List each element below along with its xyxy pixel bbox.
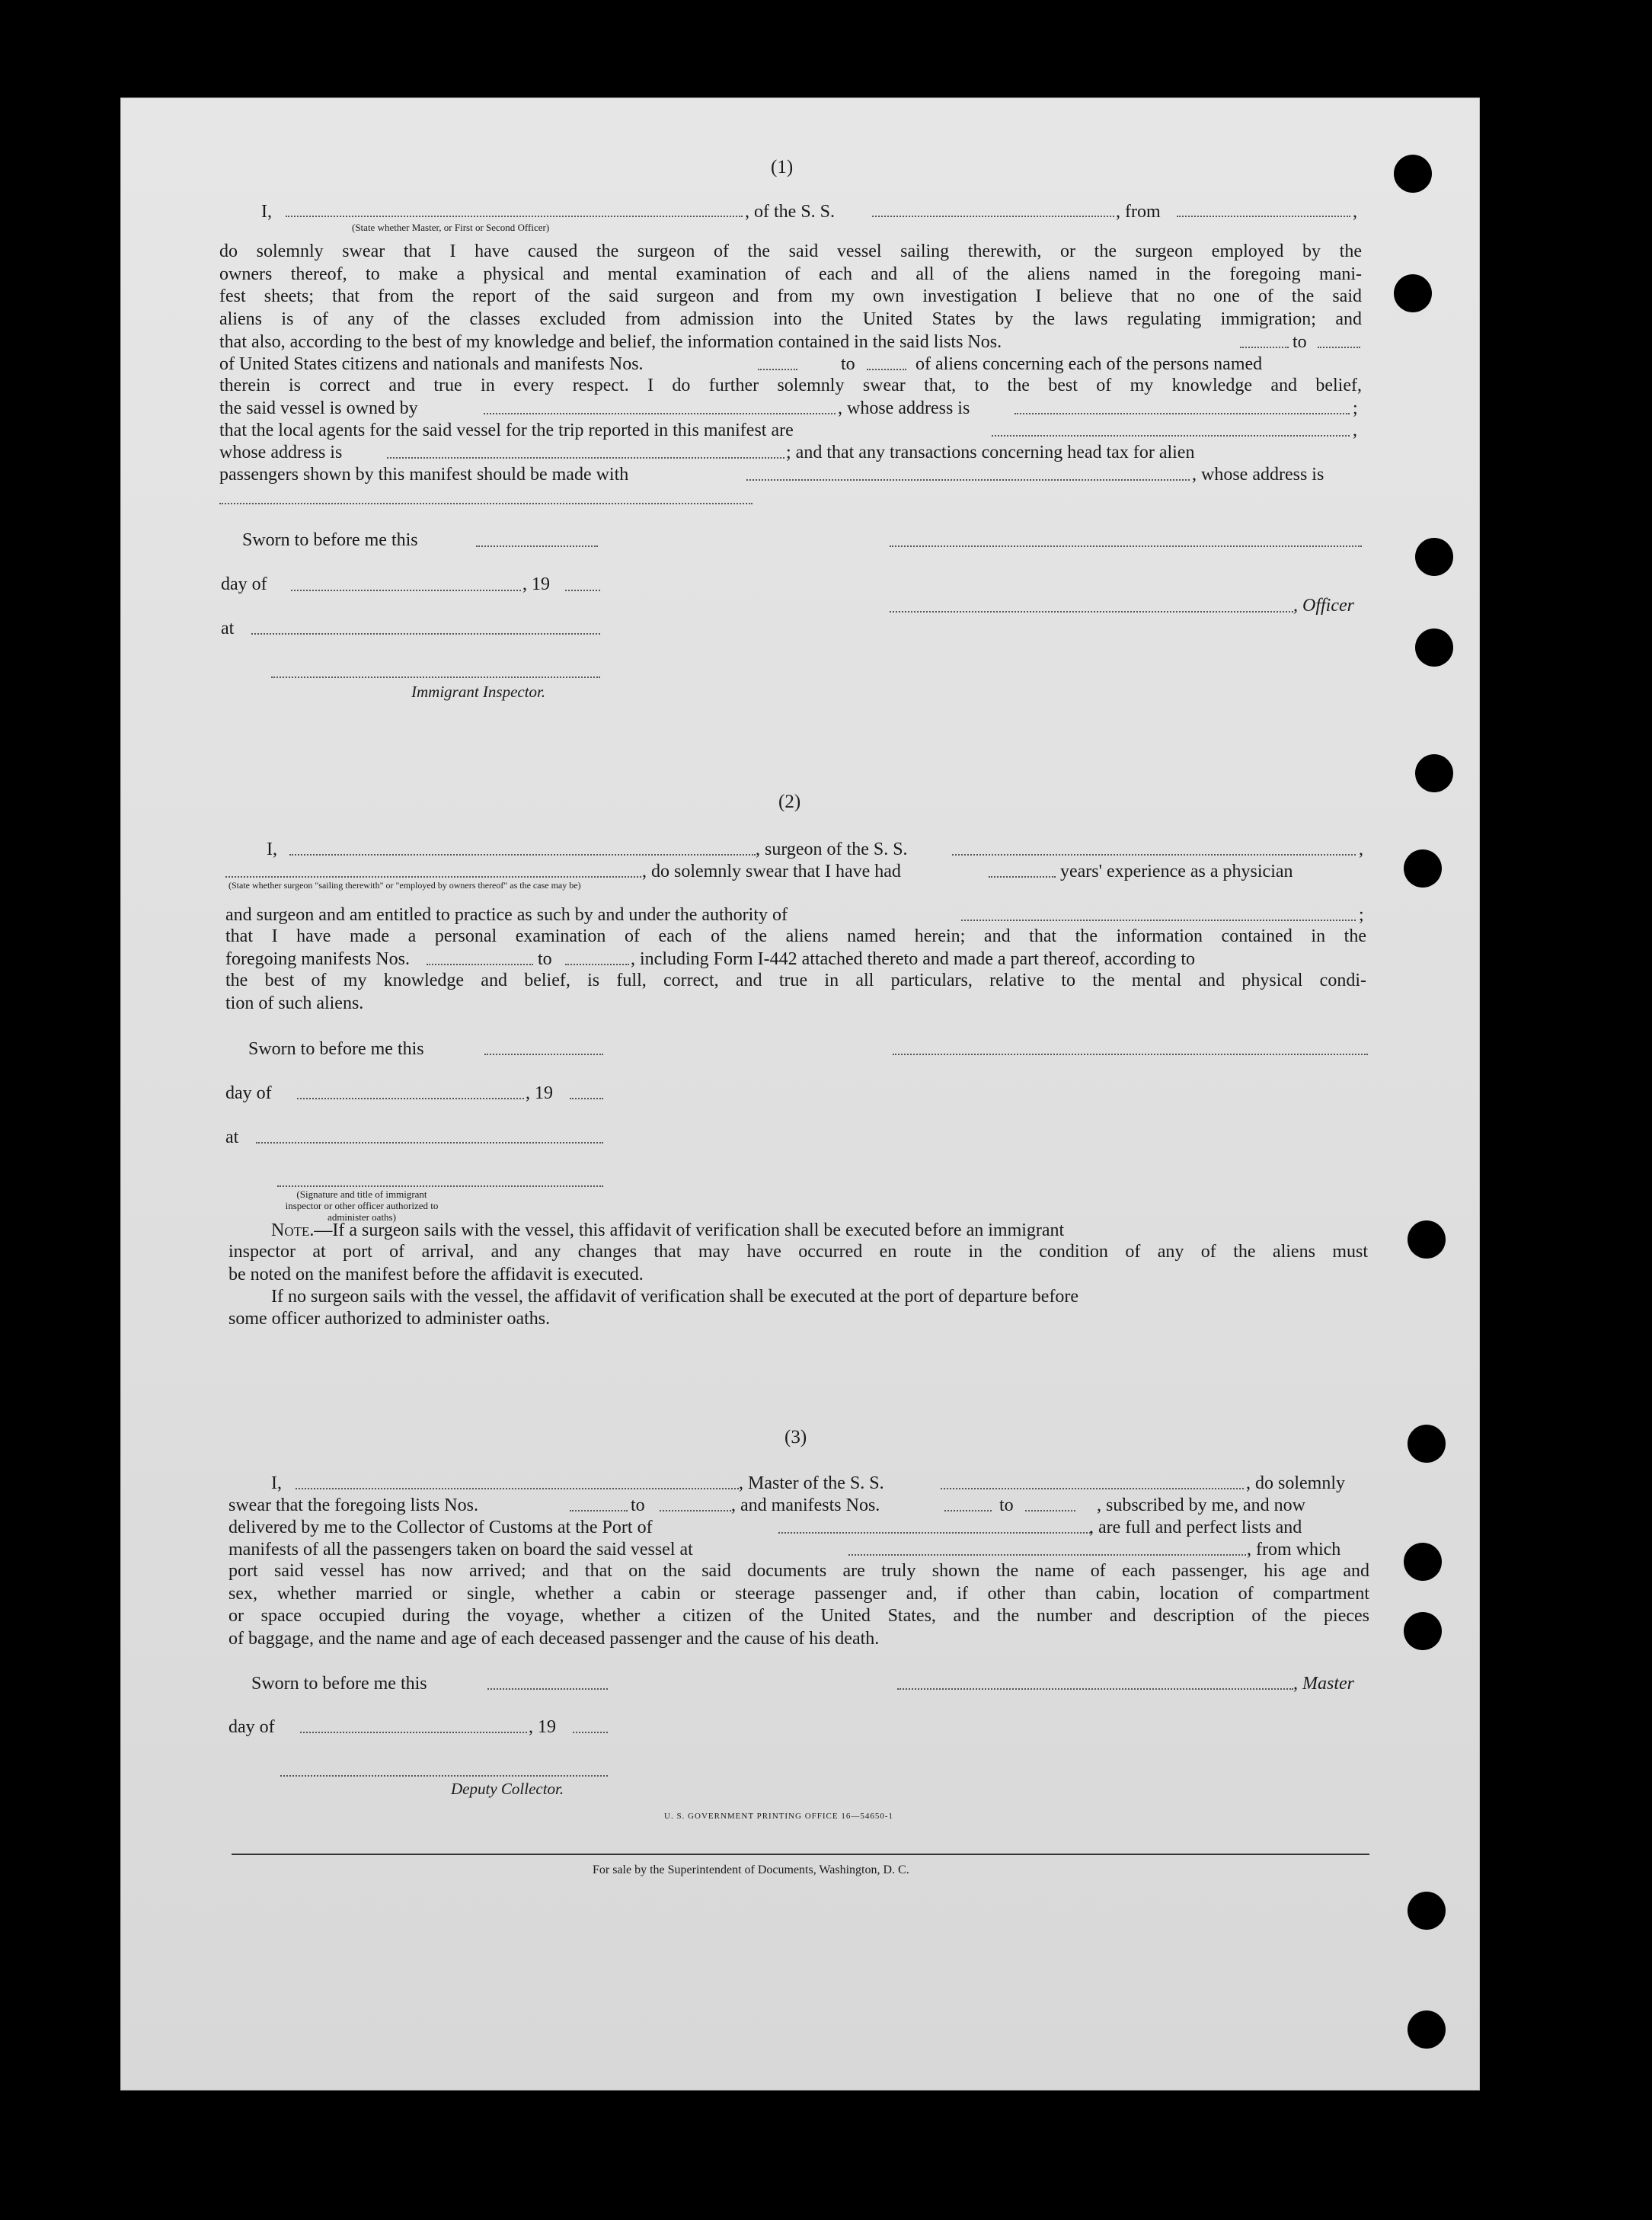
s1-comma: , — [1353, 421, 1357, 440]
s1-officer-field[interactable] — [890, 611, 1293, 613]
s2-at-field[interactable] — [256, 1142, 603, 1144]
s1-officer-signature-field[interactable] — [890, 545, 1362, 547]
s1-from: , from — [1116, 202, 1161, 222]
s1-line6: of United States citizens and nationals and manifests Nos. — [219, 354, 644, 374]
s2-authority: and surgeon and am entitled to practice as such by and under the authority of — [225, 905, 788, 925]
s1-line5-to: to — [1293, 332, 1307, 352]
vessel-name-field[interactable] — [872, 216, 1114, 217]
s2-surgeon-of: , surgeon of the S. S. — [756, 840, 908, 859]
s1-sworn-date-field[interactable] — [476, 545, 598, 547]
s2-line2: that I have made a personal examination of each of the aliens named herein; and that the information contained in the — [225, 926, 1366, 946]
s2-note: Note.—If a surgeon sails with the vessel, this affidavit of verification shall be executed before an immigrant — [271, 1220, 1065, 1240]
local-agents-field[interactable] — [992, 435, 1350, 437]
lists-from-field[interactable] — [1240, 347, 1289, 348]
s2-month-field[interactable] — [297, 1098, 524, 1099]
s1-semicolon: ; — [1353, 398, 1358, 418]
s3-to-2: to — [999, 1495, 1014, 1515]
s3-sworn: Sworn to before me this — [251, 1674, 427, 1694]
s2-years-field[interactable] — [989, 876, 1056, 878]
s1-inspector-label: Immigrant Inspector. — [411, 683, 546, 701]
s2-surgeon-name-field[interactable] — [289, 854, 756, 856]
note-label: Note. — [271, 1220, 315, 1240]
s2-years: years' experience as a physician — [1060, 862, 1293, 881]
s3-from-which: , from which — [1247, 1540, 1341, 1559]
s3-lists-to-field[interactable] — [660, 1510, 731, 1511]
section-1-paragraph: do solemnly swear that I have caused the surgeon of the said vessel sailing therewith, or the surgeon employed by the owners thereof, to make a physical and mental examination of each and all of the aliens named in the foregoing mani- fest sheets; that from the report of the said surgeon and from my own investigation I believe that no one of the said aliens is of any of the classes excluded from admission into the United States by the laws regulating immigration; and — [219, 242, 1362, 329]
s3-i: I, — [271, 1473, 282, 1493]
s3-lists: swear that the foregoing lists Nos. — [228, 1495, 478, 1515]
s2-sailing-caption: (State whether surgeon "sailing therewith" or "employed by owners thereof" as the case may be) — [228, 880, 581, 891]
s2-sailing-field[interactable] — [225, 876, 641, 878]
s2-signature-caption: (Signature and title of immigrant inspector or other officer authorized to administer oaths) — [285, 1188, 439, 1223]
footer-rule — [232, 1854, 1369, 1855]
lists-to-field[interactable] — [1318, 347, 1360, 348]
s3-sworn-date-field[interactable] — [487, 1688, 608, 1690]
departure-port-field[interactable] — [1177, 216, 1350, 217]
manifests-to-field[interactable] — [867, 369, 906, 370]
s2-note-continued: inspector at port of arrival, and any changes that may have occurred en route in the condition of any of the aliens must be noted on the manifest before the affidavit is executed. — [228, 1242, 1368, 1284]
s1-year-label: , 19 — [522, 574, 550, 594]
s2-to: to — [538, 949, 552, 969]
s1-at: at — [221, 619, 235, 638]
s1-local-agents: that the local agents for the said vessel for the trip reported in this manifest are — [219, 421, 794, 440]
s2-solemnly: , do solemnly swear that I have had — [642, 862, 901, 881]
s1-line6-of-aliens: of aliens concerning each of the persons named — [915, 354, 1263, 374]
s3-year-label: , 19 — [529, 1717, 556, 1737]
s2-day-of: day of — [225, 1083, 272, 1103]
owner-address-field[interactable] — [1015, 413, 1350, 414]
s3-manifests-to-field[interactable] — [1025, 1510, 1075, 1511]
s3-embark-port-field[interactable] — [848, 1554, 1246, 1556]
s2-year-label: , 19 — [526, 1083, 553, 1103]
s2-year-field[interactable] — [570, 1098, 603, 1099]
s1-agent-address: whose address is — [219, 443, 343, 462]
sale-line: For sale by the Superintendent of Documents, Washington, D. C. — [593, 1863, 909, 1876]
head-tax-agent-field[interactable] — [746, 479, 1190, 481]
s3-subscribed: , subscribed by me, and now — [1097, 1495, 1305, 1515]
s1-month-field[interactable] — [291, 590, 521, 591]
s1-head-tax: ; and that any transactions concerning head tax for alien — [786, 443, 1195, 462]
s1-i: I, — [261, 202, 272, 222]
s3-master-signature-field[interactable] — [897, 1688, 1293, 1690]
s2-manifests-from-field[interactable] — [427, 964, 533, 965]
s3-lists-from-field[interactable] — [570, 1510, 628, 1511]
s2-sworn-date-field[interactable] — [484, 1054, 603, 1055]
agent-address-field[interactable] — [387, 457, 784, 459]
s3-manifests-from-field[interactable] — [944, 1510, 992, 1511]
s2-i: I, — [267, 840, 277, 859]
s2-semicolon: ; — [1359, 905, 1364, 925]
manifests-from-field[interactable] — [758, 369, 797, 370]
s3-and-manifests: , and manifests Nos. — [731, 1495, 880, 1515]
s2-manifests: foregoing manifests Nos. — [225, 949, 410, 969]
s3-to-1: to — [631, 1495, 645, 1515]
s2-at: at — [225, 1128, 239, 1147]
section-1-number: (1) — [771, 157, 794, 178]
section-2-number: (2) — [778, 792, 801, 812]
s3-master-label: , Master — [1293, 1674, 1354, 1694]
printer-line: U. S. GOVERNMENT PRINTING OFFICE 16—54650-1 — [664, 1812, 894, 1821]
s3-year-field[interactable] — [573, 1732, 608, 1733]
s2-inspector-signature-field[interactable] — [277, 1185, 603, 1187]
s2-manifests-to-field[interactable] — [565, 964, 629, 965]
s1-owner-address-label: , whose address is — [838, 398, 970, 418]
s1-year-field[interactable] — [565, 590, 600, 591]
s1-passengers: passengers shown by this manifest should be made with — [219, 465, 629, 485]
head-tax-address-field[interactable] — [219, 503, 753, 504]
s3-deputy-label: Deputy Collector. — [451, 1780, 564, 1798]
s3-paragraph-rest: port said vessel has now arrived; and that on the said documents are truly shown the name of each passenger, his age and sex, whether married or single, whether a cabin or steerage passenger and, if other than cabin, location of compartment or space occupied during the voyage, whether a citizen of the United States, and the number and description of the pieces of baggage, and the name and age of each deceased passenger and the cause of his death. — [228, 1561, 1369, 1649]
s2-comma: , — [1359, 840, 1363, 859]
s1-at-field[interactable] — [251, 633, 600, 635]
s1-of-ss: , of the S. S. — [745, 202, 836, 222]
s2-lines-4-5: the best of my knowledge and belief, is full, correct, and true in all particulars, relative to the mental and physical condi- tion of such aliens. — [225, 971, 1366, 1013]
s3-day-of: day of — [228, 1717, 275, 1737]
section-3-number: (3) — [784, 1427, 807, 1447]
s2-sworn: Sworn to before me this — [248, 1039, 424, 1059]
s1-owned-by: the said vessel is owned by — [219, 398, 418, 418]
s2-note2-line2: some officer authorized to administer oaths. — [228, 1309, 551, 1329]
s3-full-perfect: , are full and perfect lists and — [1089, 1518, 1302, 1537]
s2-signature-field[interactable] — [893, 1054, 1368, 1055]
s3-deputy-signature-field[interactable] — [280, 1775, 608, 1777]
s1-inspector-signature-field[interactable] — [271, 677, 600, 678]
officer-title-field[interactable] — [286, 216, 743, 217]
s3-master-name-field[interactable] — [296, 1488, 739, 1489]
s1-end: , — [1353, 202, 1357, 222]
s3-port-field[interactable] — [778, 1532, 1091, 1534]
s3-month-field[interactable] — [300, 1732, 527, 1733]
s3-board: manifests of all the passengers taken on board the said vessel at — [228, 1540, 693, 1559]
s1-sworn: Sworn to before me this — [242, 530, 418, 550]
s1-line7: therein is correct and true in every respect. I do further solemnly swear that, to the best of my knowledge and belief, — [219, 376, 1362, 395]
s3-collector: delivered by me to the Collector of Customs at the Port of — [228, 1518, 653, 1537]
s1-officer-label: , Officer — [1293, 596, 1354, 616]
s1-line6-to: to — [841, 354, 855, 374]
s3-master-of: , Master of the S. S. — [739, 1473, 884, 1493]
s3-do-solemnly: , do solemnly — [1246, 1473, 1345, 1493]
officer-title-caption: (State whether Master, or First or Second Officer) — [352, 222, 550, 233]
s1-day-of: day of — [221, 574, 267, 594]
s3-vessel-field[interactable] — [941, 1488, 1244, 1489]
s2-including: , including Form I-442 attached thereto and made a part thereof, according to — [631, 949, 1196, 969]
s2-vessel-field[interactable] — [952, 854, 1356, 856]
s2-authority-field[interactable] — [961, 920, 1356, 921]
s2-note2-line1: If no surgeon sails with the vessel, the affidavit of verification shall be executed at the port of departure before — [271, 1287, 1079, 1307]
s1-line5: that also, according to the best of my knowledge and belief, the information contained in the said lists Nos. — [219, 332, 1002, 352]
owner-field[interactable] — [484, 413, 836, 414]
s1-whose-address: , whose address is — [1192, 465, 1324, 485]
